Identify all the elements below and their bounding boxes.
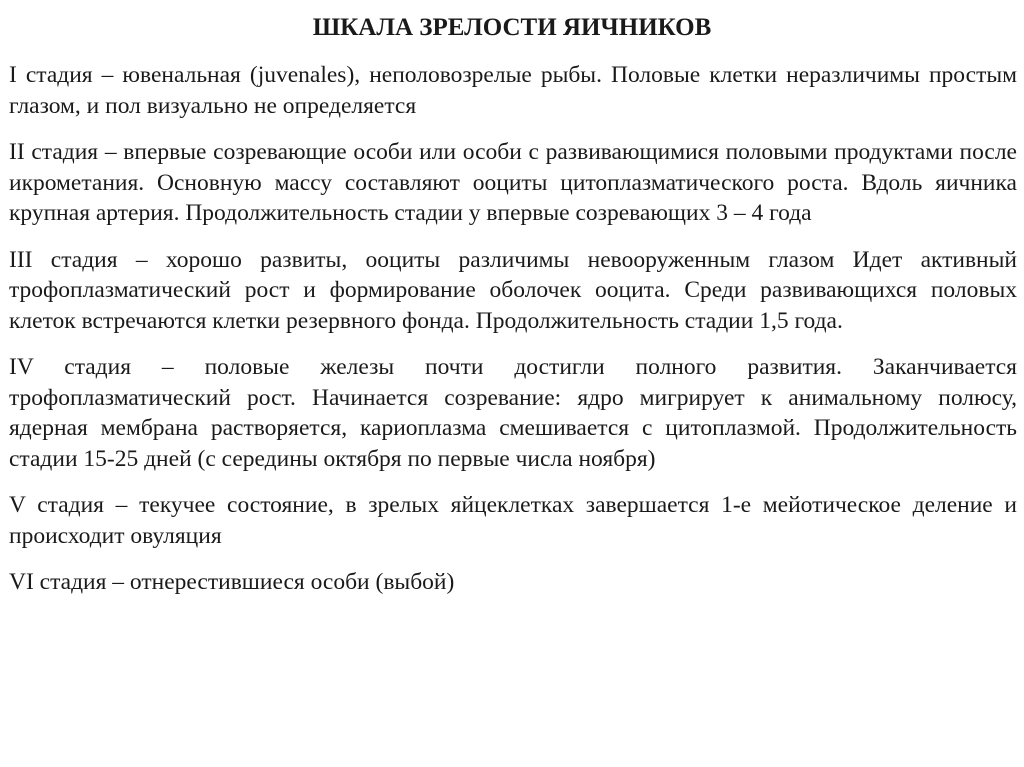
stage-2-paragraph: II стадия – впервые созревающие особи или особи с развивающимися половыми продуктами после икрометания. Основную массу составляют ооциты цитоплазматического роста. Вдоль яичника крупная артерия. Продолжительность стадии у впервые созревающих 3 – 4 года [9,139,1017,226]
stage-6-paragraph: VI стадия – отнерестившиеся особи (выбой) [9,569,455,595]
stages-text [9,60,1017,614]
slide-title: ШКАЛА ЗРЕЛОСТИ ЯИЧНИКОВ [312,14,712,41]
stage-5-paragraph: V стадия – текучее состояние, в зрелых яйцеклетках завершается 1-е мейотическое деление и происходит овуляция [9,492,1017,549]
stage-3-paragraph: III стадия – хорошо развиты, ооциты различимы невооруженным глазом Идет активный трофоплазматический рост и формирование оболочек ооцита. Среди развивающихся половых клеток встречаются клетки резервного фонда. Продолжительность стадии 1,5 года. [9,246,1017,334]
stage-1-paragraph: I стадия – ювенальная (juvenales), неполовозрелые рыбы. Половые клетки неразличимы простым глазом, и пол визуально не определяется [9,62,1017,119]
stage-4-paragraph: IV стадия – половые железы почти достигли полного развития. Заканчивается трофоплазматический рост. Начинается созревание: ядро мигрирует к анимальному полюсу, ядерная мембрана растворяется, кариоплазма смешивается с цитоплазмой. Продолжительность стадии 15-25 дней (с середины октября по первые числа ноября) [9,354,1017,472]
